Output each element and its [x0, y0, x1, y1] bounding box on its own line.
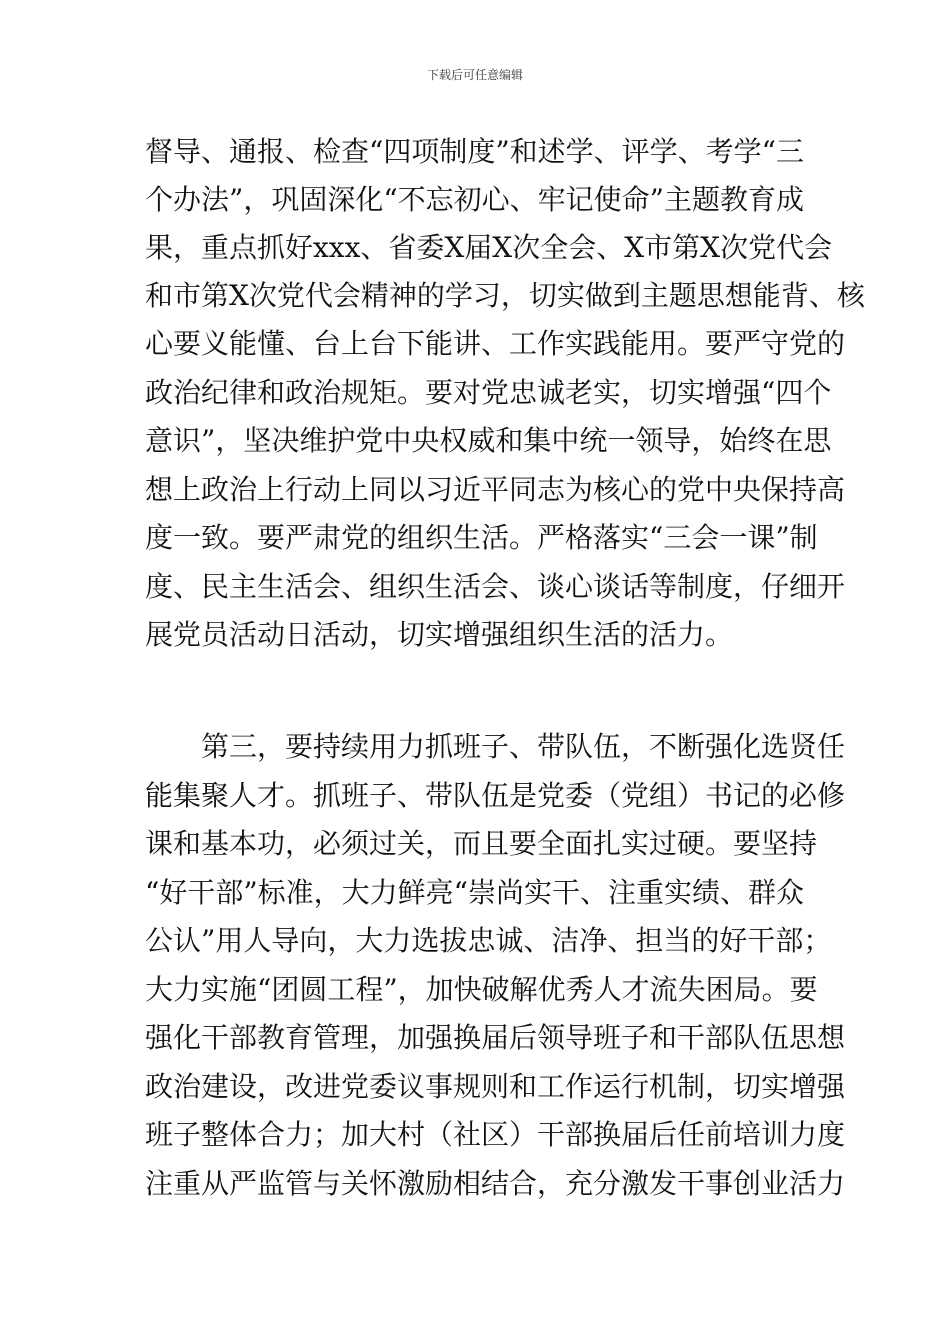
text-line: 能集聚人才。抓班子、带队伍是党委（党组）书记的必修: [145, 779, 846, 812]
text-line: 第三，要持续用力抓班子、带队伍，不断强化选贤任: [201, 730, 846, 763]
page-header: 下载后可任意编辑: [426, 68, 523, 82]
text-line: 公认”用人导向，大力选拔忠诚、洁净、担当的好干部；: [145, 924, 832, 957]
text-line: 政治纪律和政治规矩。要对党忠诚老实，切实增强“四个: [145, 376, 832, 409]
text-line: 大力实施“团圆工程”，加快破解优秀人才流失困局。要: [145, 973, 818, 1006]
text-line: 个办法”，巩固深化“不忘初心、牢记使命”主题教育成: [145, 183, 804, 216]
text-line: 课和基本功，必须过关，而且要全面扎实过硬。要坚持: [145, 827, 818, 860]
text-line: 展党员活动日活动，切实增强组织生活的活力。: [145, 618, 734, 651]
text-line: 想上政治上行动上同以习近平同志为核心的党中央保持高: [145, 473, 846, 506]
text-line: 度、民主生活会、组织生活会、谈心谈话等制度，仔细开: [145, 570, 846, 603]
text-line: 意识”，坚决维护党中央权威和集中统一领导，始终在思: [145, 424, 832, 457]
text-line: 班子整体合力；加大村（社区）干部换届后任前培训力度: [145, 1118, 846, 1151]
text-line: 注重从严监管与关怀激励相结合，充分激发干事创业活力: [145, 1167, 846, 1200]
text-line: “好干部”标准，大力鲜亮“崇尚实干、注重实绩、群众: [145, 876, 804, 909]
text-line: 度一致。要严肃党的组织生活。严格落实“三会一课”制: [145, 521, 818, 554]
text-line: 果，重点抓好xxx、省委X届X次全会、X市第X次党代会: [145, 231, 833, 264]
text-line: 心要义能懂、台上台下能讲、工作实践能用。要严守党的: [145, 327, 846, 360]
text-line: 强化干部教育管理，加强换届后领导班子和干部队伍思想: [145, 1021, 846, 1054]
text-line: 政治建设，改进党委议事规则和工作运行机制，切实增强: [145, 1070, 846, 1103]
text-line: 和市第X次党代会精神的学习，切实做到主题思想能背、核: [145, 279, 865, 312]
text-line: 督导、通报、检查“四项制度”和述学、评学、考学“三: [145, 135, 804, 168]
